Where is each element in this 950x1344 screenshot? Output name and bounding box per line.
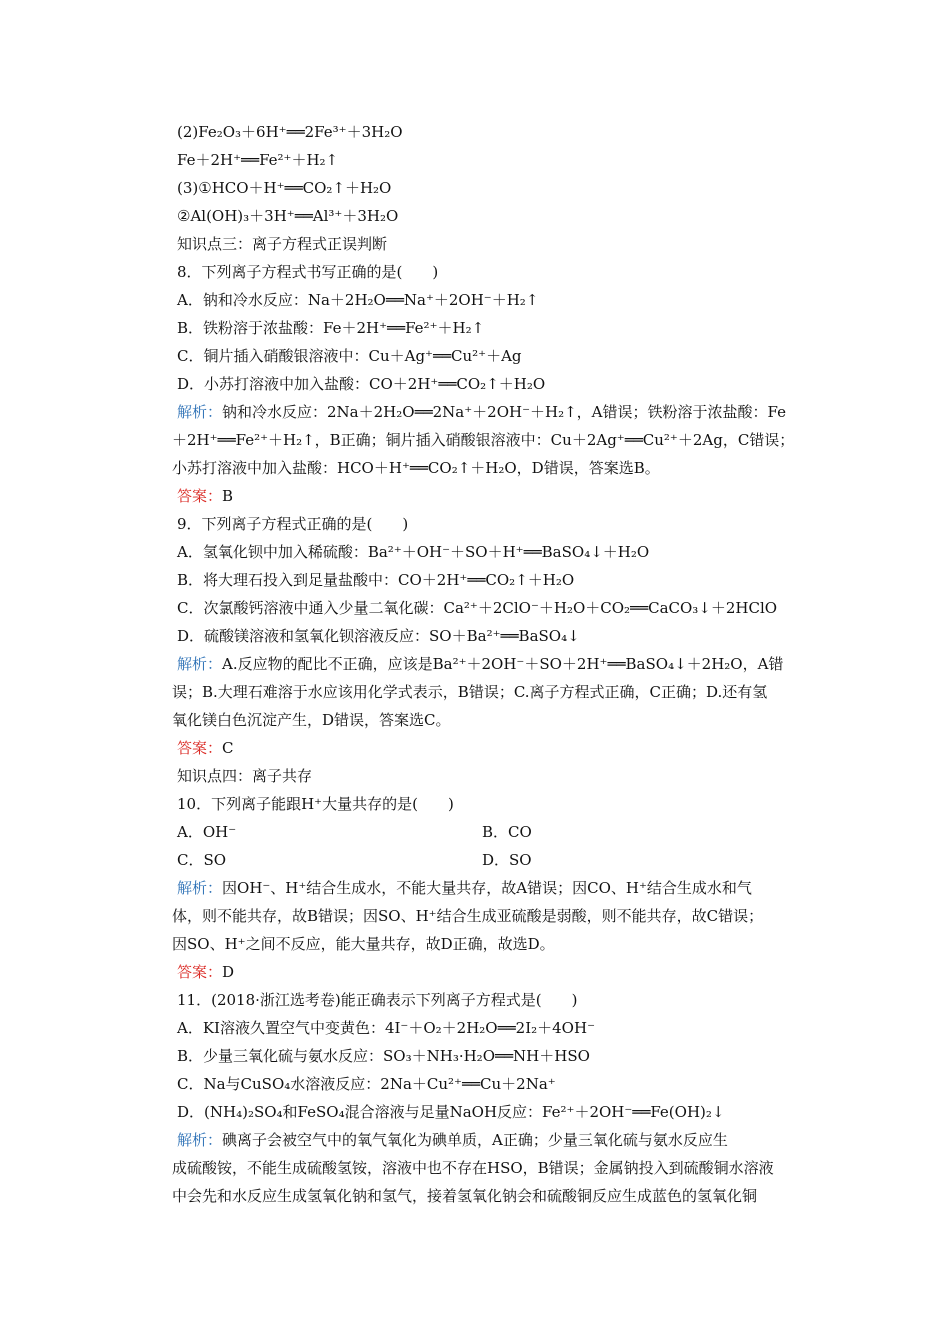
option-line: D．小苏打溶液中加入盐酸：CO＋2H⁺══CO₂↑＋H₂O: [177, 375, 546, 393]
answer-label: 答案：: [177, 963, 223, 981]
analysis-text: 钠和冷水反应：2Na＋2H₂O══2Na⁺＋2OH⁻＋H₂↑，A错误；铁粉溶于浓盐酸：Fe: [222, 403, 786, 421]
option-line: [177, 850, 532, 870]
option-line: C．次氯酸钙溶液中通入少量二氧化碳：Ca²⁺＋2ClO⁻＋H₂O＋CO₂══CaCO₃↓＋2HClO: [177, 599, 778, 617]
option-line: D．(NH₄)₂SO₄和FeSO₄混合溶液与足量NaOH反应：Fe²⁺＋2OH⁻══Fe(OH)₂↓: [177, 1103, 725, 1121]
answer-line: [177, 738, 234, 758]
analysis-line: [177, 1130, 728, 1150]
option-line: A．钠和冷水反应：Na＋2H₂O══Na⁺＋2OH⁻＋H₂↑: [177, 291, 539, 309]
option-line: A．氢氧化钡中加入稀硫酸：Ba²⁺＋OH⁻＋SO＋H⁺══BaSO₄↓＋H₂O: [177, 543, 650, 561]
option-line: C．铜片插入硝酸银溶液中：Cu＋Ag⁺══Cu²⁺＋Ag: [177, 347, 522, 365]
analysis-line: 体，则不能共存，故B错误；因SO、H⁺结合生成亚硫酸是弱酸，则不能共存，故C错误；: [172, 907, 764, 925]
answer-label: 答案：: [177, 739, 223, 757]
analysis-line: 小苏打溶液中加入盐酸：HCO＋H⁺══CO₂↑＋H₂O，D错误，答案选B。: [172, 459, 660, 477]
analysis-line: 氧化镁白色沉淀产生，D错误，答案选C。: [172, 711, 451, 729]
section-heading: 知识点三：离子方程式正误判断: [177, 235, 388, 253]
option-line: A．KI溶液久置空气中变黄色：4I⁻＋O₂＋2H₂O══2I₂＋4OH⁻: [177, 1019, 595, 1037]
analysis-line: 误；B.大理石难溶于水应该用化学式表示，B错误；C.离子方程式正确，C正确；D.还有氢: [172, 683, 768, 701]
option-line: B．将大理石投入到足量盐酸中：CO＋2H⁺══CO₂↑＋H₂O: [177, 571, 575, 589]
option-a: A．OH⁻: [177, 823, 237, 841]
text-line: Fe＋2H⁺══Fe²⁺＋H₂↑: [177, 151, 339, 169]
analysis-line: [177, 402, 786, 422]
option-line: C．Na与CuSO₄水溶液反应：2Na＋Cu²⁺══Cu＋2Na⁺: [177, 1075, 556, 1093]
option-c: C．SO: [177, 851, 227, 869]
answer-line: [177, 962, 234, 982]
answer-value: B: [222, 487, 234, 505]
text-line: (3)①HCO＋H⁺══CO₂↑＋H₂O: [177, 179, 392, 197]
question-stem: 9．下列离子方程式正确的是( ): [177, 515, 409, 533]
analysis-line: 中会先和水反应生成氢氧化钠和氢气，接着氢氧化钠会和硫酸铜反应生成蓝色的氢氧化铜: [172, 1187, 758, 1205]
analysis-line: [177, 878, 752, 898]
option-line: B．少量三氧化硫与氨水反应：SO₃＋NH₃·H₂O══NH＋HSO: [177, 1047, 590, 1065]
option-line: D．硫酸镁溶液和氢氧化钡溶液反应：SO＋Ba²⁺══BaSO₄↓: [177, 627, 580, 645]
text-line: (2)Fe₂O₃＋6H⁺══2Fe³⁺＋3H₂O: [177, 123, 403, 141]
answer-value: C: [222, 739, 234, 757]
section-heading: 知识点四：离子共存: [177, 767, 313, 785]
analysis-line: 因SO、H⁺之间不反应，能大量共存，故D正确，故选D。: [172, 935, 555, 953]
question-stem: 10．下列离子能跟H⁺大量共存的是( ): [177, 795, 454, 813]
answer-value: D: [222, 963, 235, 981]
analysis-text: A.反应物的配比不正确，应该是Ba²⁺＋2OH⁻＋SO＋2H⁺══BaSO₄↓＋2H₂O，A错: [222, 655, 784, 673]
question-stem: 8．下列离子方程式书写正确的是( ): [177, 263, 439, 281]
answer-line: [177, 486, 233, 506]
analysis-text: 碘离子会被空气中的氧气氧化为碘单质，A正确；少量三氧化硫与氨水反应生: [222, 1131, 728, 1149]
analysis-label: 解析：: [177, 1131, 223, 1149]
analysis-line: ＋2H⁺══Fe²⁺＋H₂↑，B正确；铜片插入硝酸银溶液中：Cu＋2Ag⁺══Cu²⁺＋2Ag，C错误；: [172, 431, 795, 449]
analysis-text: 因OH⁻、H⁺结合生成水，不能大量共存，故A错误；因CO、H⁺结合生成水和气: [222, 879, 752, 897]
analysis-line: 成硫酸铵，不能生成硫酸氢铵，溶液中也不存在HSO，B错误；金属钠投入到硫酸铜水溶液: [172, 1159, 774, 1177]
text-line: ②Al(OH)₃＋3H⁺══Al³⁺＋3H₂O: [177, 207, 399, 225]
option-d: D．SO: [482, 851, 532, 869]
question-stem: 11．(2018·浙江选考卷)能正确表示下列离子方程式是( ): [177, 991, 578, 1009]
analysis-line: [177, 654, 783, 674]
option-line: B．铁粉溶于浓盐酸：Fe＋2H⁺══Fe²⁺＋H₂↑: [177, 319, 485, 337]
analysis-label: 解析：: [177, 403, 223, 421]
option-b: B．CO: [482, 823, 532, 841]
analysis-label: 解析：: [177, 879, 223, 897]
option-line: [177, 822, 532, 842]
analysis-label: 解析：: [177, 655, 223, 673]
answer-label: 答案：: [177, 487, 223, 505]
